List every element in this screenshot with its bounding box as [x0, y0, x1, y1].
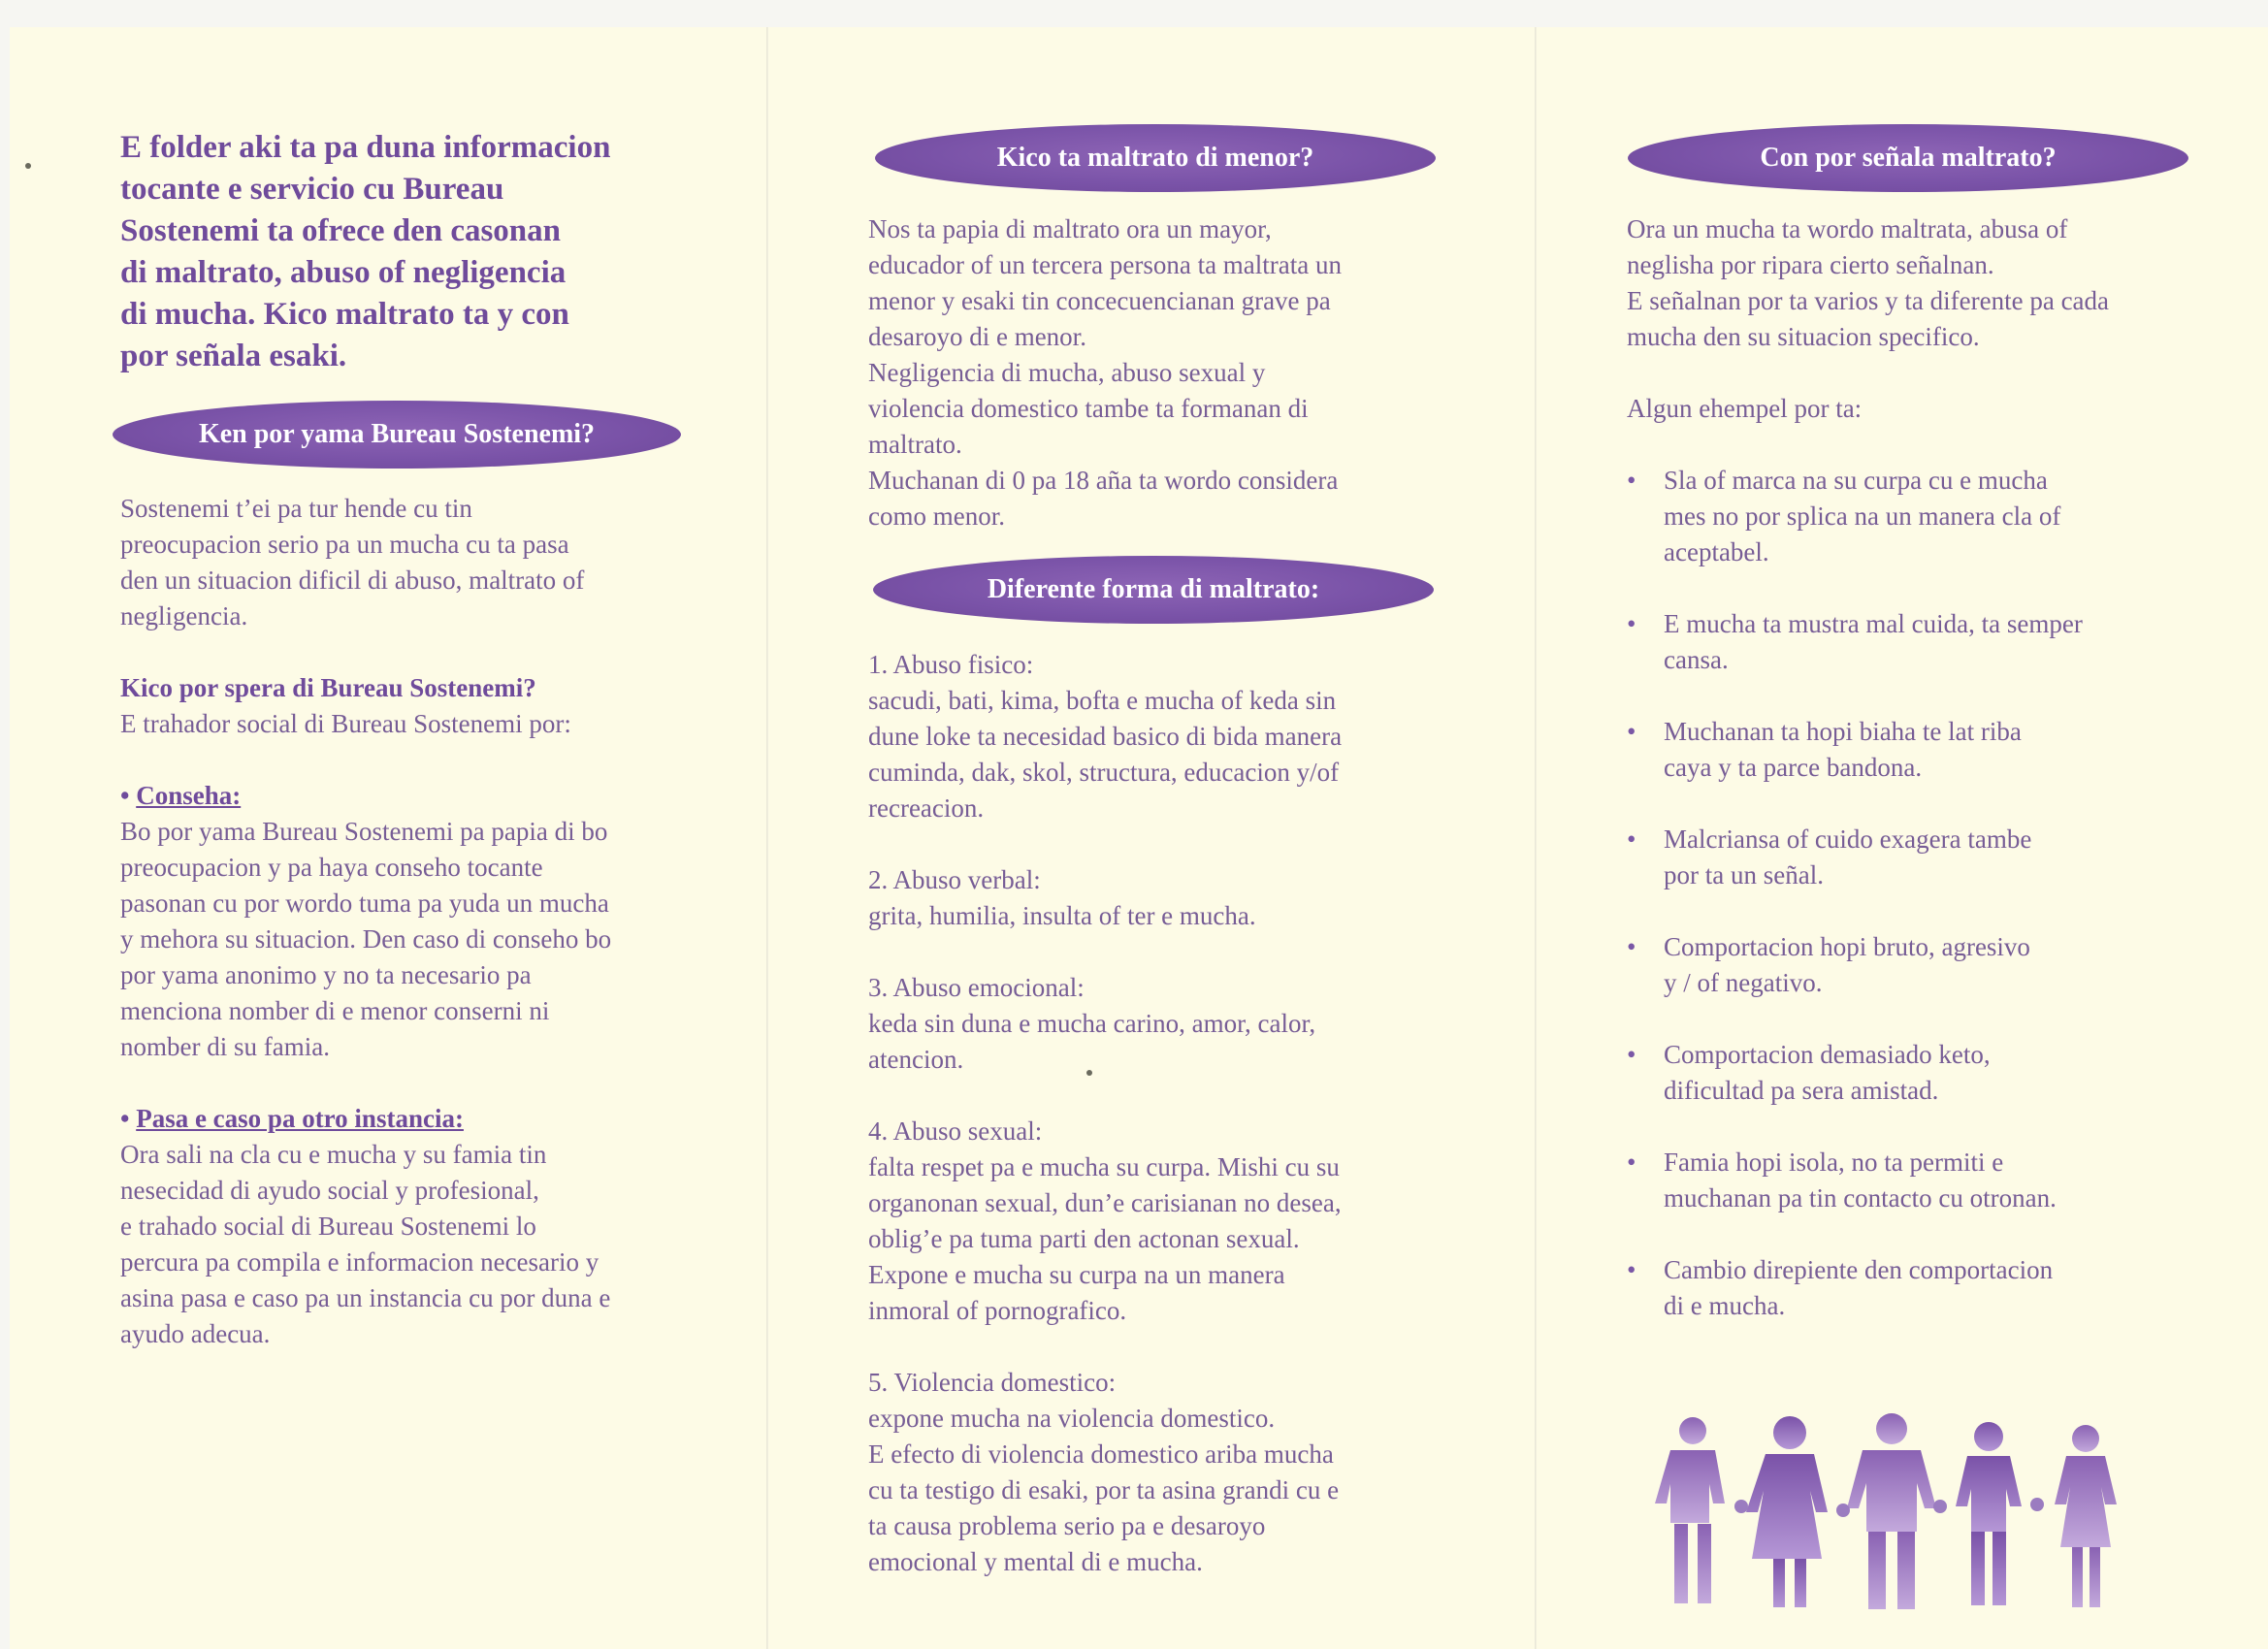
form-item-violencia-domestico [868, 1365, 1499, 1580]
text-line: ta causa problema serio pa e desaroyo [868, 1511, 1266, 1540]
bullet-icon: • [1627, 466, 1636, 495]
form-title: 1. Abuso fisico: [868, 650, 1034, 679]
text-line: percura pa compila e informacion necesario y [120, 1247, 599, 1277]
text-line: Comportacion hopi bruto, agresivo [1664, 932, 2030, 961]
text-line: inmoral of pornografico. [868, 1296, 1127, 1325]
form-title: 5. Violencia domestico: [868, 1368, 1117, 1397]
text-line: educador of un tercera persona ta maltrata un [868, 250, 1343, 279]
form-item-abuso-sexual [868, 1114, 1499, 1329]
text-line: Muchanan ta hopi biaha te lat riba [1664, 717, 2022, 746]
text-line: E efecto di violencia domestico ariba mucha [868, 1439, 1334, 1469]
paper-speck [1086, 1070, 1092, 1076]
text-line: dificultad pa sera amistad. [1664, 1076, 1939, 1105]
section-pill-con-por-senala [1628, 124, 2188, 192]
text-line: desaroyo di e menor. [868, 322, 1086, 351]
intro-line: Sostenemi ta ofrece den casonan [120, 213, 562, 248]
list-item [1627, 822, 2248, 893]
subheading-line: E trahador social di Bureau Sostenemi por: [120, 709, 571, 738]
bullet-icon: • [120, 781, 137, 810]
intro-line: E folder aki ta pa duna informacion [120, 130, 611, 165]
list-item [1627, 606, 2248, 678]
pill-label: Kico ta maltrato di menor? [996, 143, 1314, 173]
intro-heading [120, 127, 702, 377]
text-line: cuminda, dak, skol, structura, educacion y/of [868, 758, 1340, 787]
text-line: oblig’e pa tuma parti den actonan sexual. [868, 1224, 1300, 1253]
conseha-title: Conseha: [136, 781, 242, 810]
subheading-kico-por-spera: Kico por spera di Bureau Sostenemi? [120, 673, 536, 702]
bullet-icon: • [120, 1104, 137, 1133]
pill-label: Ken por yama Bureau Sostenemi? [198, 419, 596, 449]
text-line: Expone e mucha su curpa na un manera [868, 1260, 1285, 1289]
pill-label: Con por señala maltrato? [1760, 143, 2057, 173]
form-title: 3. Abuso emocional: [868, 973, 1085, 1002]
intro-line: por señala esaki. [120, 339, 347, 373]
bullet-icon: • [1627, 717, 1636, 746]
intro-line: di mucha. Kico maltrato ta y con [120, 297, 569, 332]
text-line: por yama anonimo y no ta necesario pa [120, 960, 532, 989]
text-line: mucha den su situacion specifico. [1627, 322, 1980, 351]
text-line: aceptabel. [1664, 537, 1769, 566]
text-line: Negligencia di mucha, abuso sexual y [868, 358, 1266, 387]
panel-right [1537, 27, 2268, 1649]
conseha-text [120, 814, 741, 1065]
panel2-forms [868, 647, 1499, 1580]
text-line: Bo por yama Bureau Sostenemi pa papia di bo [120, 817, 608, 846]
bullet-icon: • [1627, 824, 1636, 854]
panel3-body [1627, 211, 2248, 1360]
section-pill-ken-por-yama [113, 401, 681, 469]
text-line: pasonan cu por wordo tuma pa yuda un mucha [120, 889, 609, 918]
text-line: di e mucha. [1664, 1291, 1786, 1320]
text-line: recreacion. [868, 793, 985, 823]
text-line: cu ta testigo di esaki, por ta asina grandi cu e [868, 1475, 1340, 1504]
list-item [1627, 929, 2248, 1001]
form-item-abuso-emocional [868, 970, 1499, 1078]
text-line: E señalnan por ta varios y ta diferente pa cada [1627, 286, 2110, 315]
pasa-text [120, 1137, 741, 1352]
text-line: menciona nomber di e menor conserni ni [120, 996, 550, 1025]
brochure-sheet [10, 27, 2268, 1649]
text-line: y mehora su situacion. Den caso di conseho bo [120, 924, 612, 954]
panel1-para1 [120, 491, 741, 634]
conseha-heading [120, 778, 741, 814]
list-item [1627, 1037, 2248, 1109]
bullet-icon: • [1627, 609, 1636, 638]
bullet-icon: • [1627, 1255, 1636, 1284]
examples-intro: Algun ehempel por ta: [1627, 394, 1863, 423]
text-line: cansa. [1664, 645, 1729, 674]
text-line: dune loke ta necesidad basico di bida manera [868, 722, 1343, 751]
text-line: muchanan pa tin contacto cu otronan. [1664, 1183, 2057, 1212]
form-title: 4. Abuso sexual: [868, 1116, 1043, 1146]
text-line: menor y esaki tin concecuencianan grave pa [868, 286, 1331, 315]
form-item-abuso-fisico [868, 647, 1499, 826]
text-line: grita, humilia, insulta of ter e mucha. [868, 901, 1256, 930]
text-line: maltrato. [868, 430, 962, 459]
pasa-title: Pasa e caso pa otro instancia: [136, 1104, 464, 1133]
child-figure [1956, 1422, 2022, 1605]
form-title: 2. Abuso verbal: [868, 865, 1041, 894]
text-line: y / of negativo. [1664, 968, 1823, 997]
child-figure [1655, 1417, 1725, 1603]
text-line: preocupacion serio pa un mucha cu ta pasa [120, 530, 569, 559]
text-line: emocional y mental di e mucha. [868, 1547, 1203, 1576]
text-line: por ta un señal. [1664, 860, 1824, 889]
text-line: ayudo adecua. [120, 1319, 271, 1348]
text-line: neglisha por ripara cierto señalnan. [1627, 250, 1994, 279]
intro-line: tocante e servicio cu Bureau [120, 172, 504, 207]
text-line: sacudi, bati, kima, bofta e mucha of keda sin [868, 686, 1337, 715]
text-line: Famia hopi isola, no ta permiti e [1664, 1148, 2004, 1177]
section-pill-kico-ta-maltrato [875, 124, 1436, 192]
text-line: mes no por splica na un manera cla of [1664, 501, 2061, 531]
panel2-intro [868, 211, 1489, 534]
text-line: keda sin duna e mucha carino, amor, calor, [868, 1009, 1316, 1038]
intro-line: di maltrato, abuso of negligencia [120, 255, 567, 290]
text-line: Cambio direpiente den comportacion [1664, 1255, 2054, 1284]
pill-label: Diferente forma di maltrato: [987, 574, 1320, 604]
panel-middle [768, 27, 1535, 1649]
text-line: violencia domestico tambe ta formanan di [868, 394, 1309, 423]
text-line: como menor. [868, 501, 1005, 531]
pasa-heading [120, 1101, 741, 1137]
text-line: Sla of marca na su curpa cu e mucha [1664, 466, 2048, 495]
child-figure [2055, 1425, 2117, 1607]
text-line: negligencia. [120, 601, 248, 630]
text-line: E mucha ta mustra mal cuida, ta semper [1664, 609, 2083, 638]
form-item-abuso-verbal [868, 862, 1499, 934]
child-figure [1746, 1416, 1828, 1607]
text-line: Sostenemi t’ei pa tur hende cu tin [120, 494, 472, 523]
list-item [1627, 714, 2248, 786]
text-line: Comportacion demasiado keto, [1664, 1040, 1991, 1069]
children-holding-hands-illustration [1649, 1409, 2144, 1618]
text-line: Ora sali na cla cu e mucha y su famia tin [120, 1140, 547, 1169]
panel-left [10, 27, 766, 1649]
text-line: den un situacion dificil di abuso, maltrato of [120, 566, 585, 595]
bullet-icon: • [1627, 1148, 1636, 1177]
list-item [1627, 463, 2248, 570]
child-figure [1847, 1413, 1936, 1609]
text-line: caya y ta parce bandona. [1664, 753, 1923, 782]
text-line: Muchanan di 0 pa 18 aña ta wordo considera [868, 466, 1339, 495]
bullet-icon: • [1627, 1040, 1636, 1069]
text-line: nomber di su famia. [120, 1032, 330, 1061]
list-item [1627, 1145, 2248, 1216]
text-line: falta respet pa e mucha su curpa. Mishi cu su [868, 1152, 1340, 1181]
text-line: nesecidad di ayudo social y profesional, [120, 1176, 539, 1205]
text-line: e trahado social di Bureau Sostenemi lo [120, 1212, 536, 1241]
text-line: Ora un mucha ta wordo maltrata, abusa of [1627, 214, 2068, 243]
paper-speck [25, 163, 31, 169]
text-line: Nos ta papia di maltrato ora un mayor, [868, 214, 1272, 243]
list-item [1627, 1252, 2248, 1324]
panel1-body [120, 491, 741, 1352]
bullet-icon: • [1627, 932, 1636, 961]
text-line: expone mucha na violencia domestico. [868, 1404, 1276, 1433]
text-line: asina pasa e caso pa un instancia cu por duna e [120, 1283, 611, 1312]
text-line: preocupacion y pa haya conseho tocante [120, 853, 543, 882]
text-line: organonan sexual, dun’e carisianan no desea, [868, 1188, 1342, 1217]
text-line: atencion. [868, 1045, 964, 1074]
text-line: Malcriansa of cuido exagera tambe [1664, 824, 2032, 854]
section-pill-diferente-forma [873, 556, 1434, 624]
